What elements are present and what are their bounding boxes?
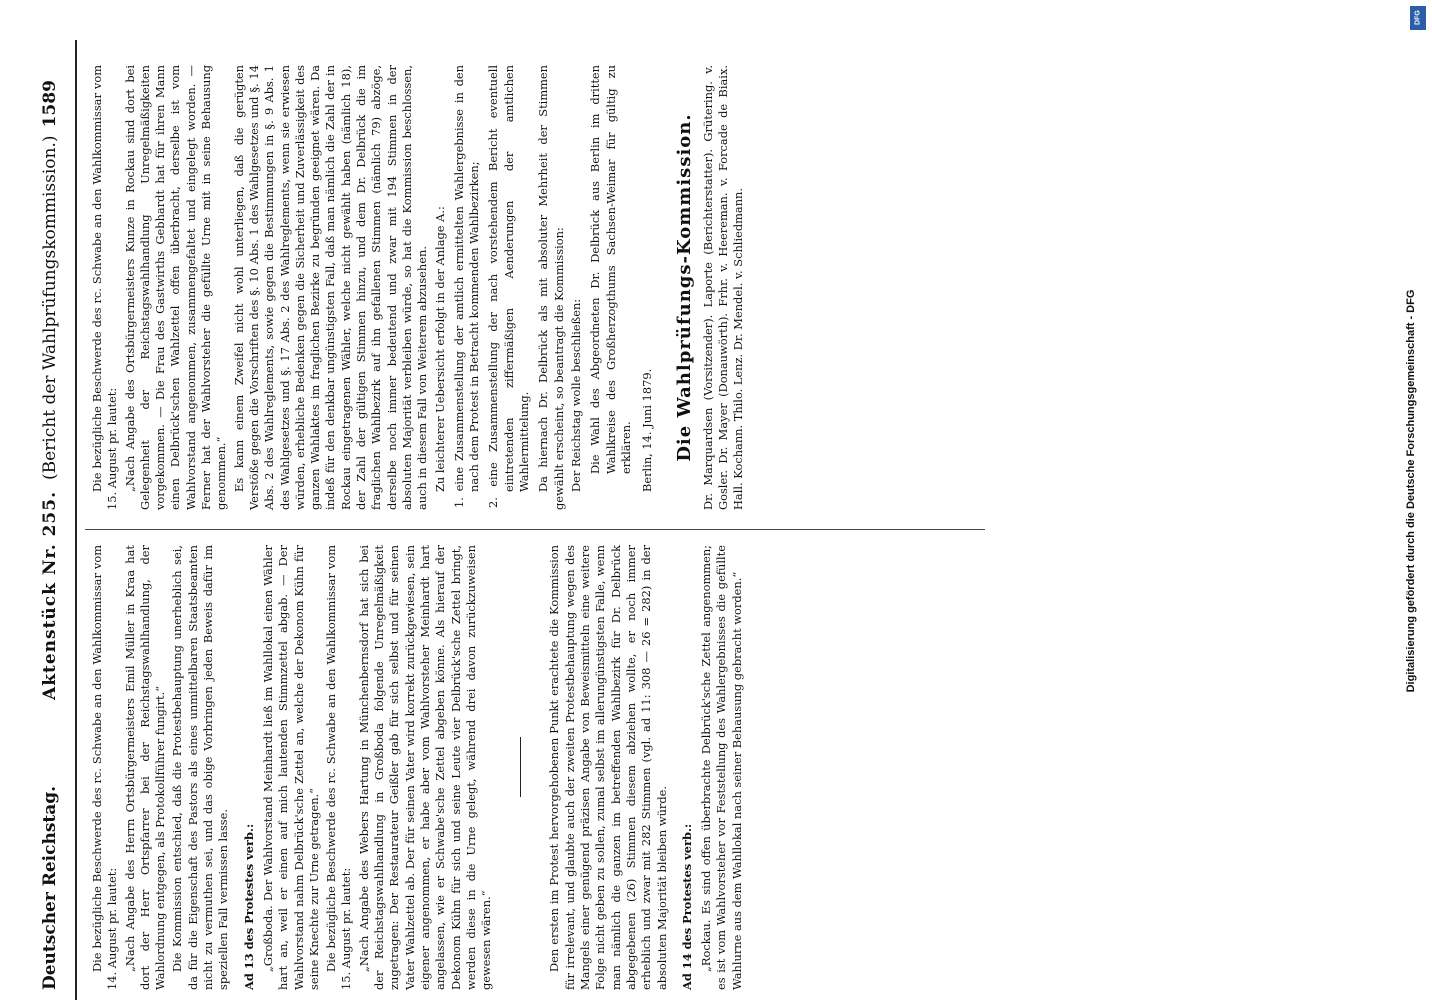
paragraph: Der Reichstag wolle beschließen: [568, 298, 583, 492]
list-item: 2. eine Zusammenstellung der nach vorstehendem Bericht eventuell eintretenden ziffermäßigen Aenderungen der amtlichen Wahlermittelung. [486, 65, 532, 508]
quote-paragraph: „Nach Angabe des Ortsbürgermeisters Kunze in Rockau sind dort bei Gelegenheit der Reichstagswahlhandlung Unregelmäßigkeiten vorgekommen. — Die Frau des Gastwirths Gebhardt hat für ihren Mann einen Delbrück'schen Wahlzettel offen überbracht, derselbe ist vom Wahlvorstand angenommen, zusammengefaltet und eingelegt worden. — Ferner hat der Wahlvorsteher die gefüllte Urne mit in seine Behausung genommen.“ [122, 65, 229, 510]
paragraph: Es kann einem Zweifel nicht wohl unterliegen, daß die gerügten Verstöße gegen die Vorschriften des §. 10 Abs. 1 des Wahlgesetzes und §. 14 Abs. 2 des Wahlreglements, sowie gegen die Bestimmungen in §. 9 Abs. 1 des Wahlgesetzes und §. 17 Abs. 2 des Wahlreglements, wenn sie erwiesen würden, erhebliche Bedenken gegen die Sicherheit und Zuverlässigkeit des ganzen Wahlaktes im fraglichen Bezirke zu begründen geeignet wären. Da indeß für den denkbar ungünstigsten Fall, daß man nämlich die Zahl der in Rockau eingetragenen Wähler, welche nicht gewählt haben (nämlich 18), der Zahl der gültigen Stimmen hinzu, und dem Dr. Delbrück die im fraglichen Wahlbezirk auf ihn gefallenen Stimmen (nämlich 79) abzöge, derselbe noch immer bedeutend und zwar mit 194 Stimmen in der absoluten Majorität verbleiben würde, so hat die Kommission beschlossen, auch in diesem Fall von Weiterem abzusehen. [231, 65, 430, 510]
digitization-note [1406, 0, 1428, 1000]
column-divider [85, 529, 985, 530]
header-document-number: Aktenstück Nr. 255. [40, 490, 60, 700]
paragraph: Die bezügliche Beschwerde des rc. Schwabe an den Wahlkommissar vom 14. August pr. lautet: [90, 545, 120, 990]
paragraph: Zu leichterer Uebersicht erfolgt in der Anlage A.: [432, 206, 447, 492]
header-report-title: (Bericht der Wahlprüfungskommission.) [40, 135, 60, 480]
quote-paragraph: „Großboda. Der Wahlvorstand Meinhardt ließ im Wahllokal einen Wähler hart an, weil er einen auf mich lautenden Stimmzettel abgab. — Der Wahlvorstand nahm Delbrück'sche Zettel an, welche der Dekonom Kühn für seine Knechte zur Urne getragen.“ [260, 545, 321, 990]
left-column [90, 545, 747, 990]
section-heading-14: Ad 14 des Protestes verb.: [679, 823, 694, 990]
paragraph: Den ersten im Protest hervorgehobenen Punkt erachtete die Kommission für irrelevant, und glaubte auch der zweiten Protestbehauptung wegen des Mangels einer genügend präzisen Angabe von Beweismitteln eine weitere Folge nicht geben zu sollen, zumal selbst im allerungünstigsten Falle, wenn man nämlich die ganzen im betreffenden Wahlbezirk für Dr. Delbrück abgegebenen (26) Stimmen diesem abziehen wollte, er noch immer erheblich und zwar mit 282 Stimmen (vgl. ad 11: 308 — 26 = 282) in der absoluten Majorität bleiben würde. [547, 545, 669, 990]
digitization-note-text: Digitalisierung gefördert durch die Deutsche Forschungsgemeinschaft - DFG [1405, 289, 1417, 693]
paragraph: Die bezügliche Beschwerde des rc. Schwabe an den Wahlkommissar vom 15. August pr. lautet: [90, 65, 120, 510]
resolution-text: Die Wahl des Abgeordneten Dr. Delbrück aus Berlin im dritten Wahlkreise des Großherzogthums Sachsen-Weimar für gültig zu erklären. [588, 65, 633, 474]
dfg-logo-badge: DFG [1410, 6, 1426, 30]
right-column [90, 65, 749, 510]
quote-paragraph: „Rockau. Es sind offen überbrachte Delbrück'sche Zettel angenommen; es ist vom Wahlvorsteher vor Feststellung des Wahlergebnisses die gefüllte Wahlurne aus dem Wahllokal nach seiner Behausung gebracht worden.“ [699, 545, 744, 990]
page-number: 1589 [40, 80, 60, 128]
separator-rule [520, 738, 521, 798]
quote-paragraph: „Nach Angabe des Webers Hartung in Münchenbernsdorf hat sich bei der Reichstagswahlhandlung in Großboda folgende Unregelmäßigkeit zugetragen: Der Restaurateur Geißler gab für sich selbst und für seinen Vater Wahlzettel ab. Der für seinen Vater wird korrekt zurückgewiesen, sein eigener angenommen, er habe aber vom Wahlvorsteher Meinhardt hart angelassen, wie er Schwabe'sche Zettel abgeben könne. Als hierauf der Dekonom Kühn für sich und seine Leute vier Delbrück'sche Zettel bringt, werden diese in die Urne gelegt, während drei davon zurückzuweisen gewesen wären.“ [356, 545, 494, 990]
commission-members: Dr. Marquardsen (Vorsitzender). Laporte (Berichterstatter). Grütering. v. Gosler. Dr. Mayer (Donauwörth). Frhr. v. Heereman. v. Forcade de Biaix. Hall. Kochann. Thilo. Lenz. Dr. Mendel. v. Schliedmann. [700, 65, 746, 510]
header-rule [75, 40, 77, 1000]
list-item: 1. eine Zusammenstellung der amtlich ermittelten Wahlergebnisse in den nach dem Protest in Betracht kommenden Wahlbezirken; [451, 65, 482, 508]
quote-paragraph: „Nach Angabe des Herrn Ortsbürgermeisters Emil Müller in Kraa hat dort der Herr Ortspfarrer bei der Reichstagswahlhandlung, der Wahlordnung entgegen, als Protokollführer fungirt.“ [122, 545, 168, 990]
paragraph: Da hiernach Dr. Delbrück als mit absoluter Mehrheit der Stimmen gewählt erscheint, so beantragt die Kommission: [536, 65, 566, 510]
page-header [40, 40, 70, 1000]
section-heading-13: Ad 13 des Protestes verb.: [241, 823, 256, 990]
header-publication: Deutscher Reichstag. [40, 785, 60, 990]
date-line: Berlin, 14. Juni 1879. [640, 368, 655, 492]
commission-title: Die Wahlprüfungs-Kommission. [674, 113, 696, 462]
paragraph: Die Kommission entschied, daß die Protestbehauptung unerheblich sei, da für die Eigenschaft des Pastors als eines unmittelbaren Staatsbeamten nicht zu vermuthen sei, und das obige Vorbringen jeden Beweis dafür im speziellen Fall vermissen lasse. [170, 545, 231, 990]
paragraph: Die bezügliche Beschwerde des rc. Schwabe an den Wahlkommissar vom 15. August pr. lautet: [324, 545, 354, 990]
